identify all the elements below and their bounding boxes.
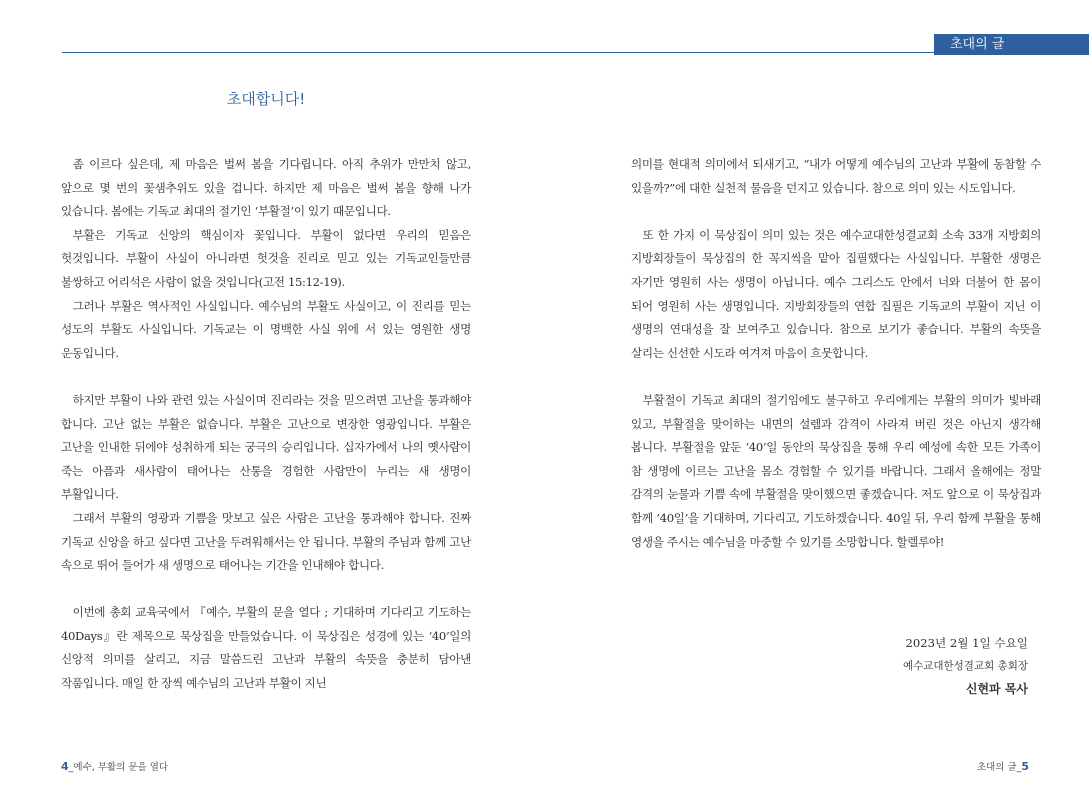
paragraph: 이번에 총회 교육국에서 『예수, 부활의 문을 열다 ; 기대하며 기다리고 기도하는 40Days』란 제목으로 묵상집을 만들었습니다. 이 묵상집은 성경에 있는 ‘40’일의 신앙적 의미를 살리고, 지금 말씀드린 고난과 부활의 속뜻을 충분히 담아낸 작품입니다. 매일 한 장씩 예수님의 고난과 부활이 지닌	[61, 605, 471, 691]
right-column	[631, 153, 1041, 554]
paragraph: 하지만 부활이 나와 관련 있는 사실이며 진리라는 것을 믿으려면 고난을 통과해야 합니다. 고난 없는 부활은 없습니다. 부활은 고난으로 변장한 영광입니다. 부활은 고난을 인내한 뒤에야 성취하게 되는 궁극의 승리입니다. 십자가에서 나의 옛사람이 죽는 아픔과 새사람이 태어나는 산통을 경험한 사람만이 누리는 새 생명이 부활입니다.	[61, 392, 471, 502]
signature-organization: 예수교대한성결교회 총회장	[902, 660, 1028, 672]
footer-left	[61, 759, 168, 773]
footer-right-text: 초대의 글_	[976, 762, 1022, 773]
section-label-tab: 초대의 글	[934, 34, 1089, 55]
left-page-number: 4	[61, 760, 69, 773]
paragraph: 그러나 부활은 역사적인 사실입니다. 예수님의 부활도 사실이고, 이 진리를 믿는 성도의 부활도 사실입니다. 기독교는 이 명백한 사실 위에 서 있는 영원한 생명 운동입니다.	[61, 298, 471, 360]
page-title: 초대합니다!	[226, 90, 306, 108]
left-column	[61, 153, 471, 696]
signature-name: 신현파 목사	[965, 682, 1028, 696]
footer-right	[977, 759, 1029, 773]
right-page-number: 5	[1021, 760, 1029, 773]
paragraph: 부활절이 기독교 최대의 절기임에도 불구하고 우리에게는 부활의 의미가 빛바래 있고, 부활절을 맞이하는 내면의 설렘과 감격이 사라져 버린 것은 아닌지 생각해 봅니다. 부활절을 앞둔 ‘40’일 동안의 묵상집을 통해 우리 예성에 속한 모든 가족이 참 생명에 이르는 고난을 몸소 경험할 수 있기를 바랍니다. 그래서 올해에는 정말 감격의 눈물과 기쁨 속에 부활절을 맞이했으면 좋겠습니다. 저도 앞으로 이 묵상집과 함께 ‘40일’을 기대하며, 기다리고, 기도하겠습니다. 40일 뒤, 우리 함께 부활을 통해 영생을 주시는 예수님을 마중할 수 있기를 소망합니다. 할렐루야!	[631, 392, 1041, 549]
signature-block	[903, 632, 1028, 701]
paragraph: 또 한 가지 이 묵상집이 의미 있는 것은 예수교대한성결교회 소속 33개 지방회의 지방회장들이 묵상집의 한 꼭지씩을 맡아 집필했다는 사실입니다. 부활한 생명은 자기만 영원히 사는 생명이 아닙니다. 예수 그리스도 안에서 너와 더불어 한 몸이 되어 영원히 사는 생명입니다. 지방회장들의 연합 집필은 기독교의 부활이 지닌 이 생명의 연대성을 잘 보여주고 있습니다. 참으로 보기가 좋습니다. 부활의 속뜻을 살리는 신선한 시도라 여겨져 마음이 흐뭇합니다.	[631, 227, 1041, 360]
signature-date: 2023년 2월 1일 수요일	[905, 636, 1028, 650]
paragraph: 의미를 현대적 의미에서 되새기고, “내가 어떻게 예수님의 고난과 부활에 동참할 수 있을까?”에 대한 실천적 물음을 던지고 있습니다. 참으로 의미 있는 시도입니다.	[631, 157, 1041, 195]
footer-left-text: _예수, 부활의 문을 열다	[68, 762, 169, 773]
paragraph: 좀 이르다 싶은데, 제 마음은 벌써 봄을 기다립니다. 아직 추위가 만만치 않고, 앞으로 몇 번의 꽃샘추위도 있을 겁니다. 하지만 제 마음은 벌써 봄을 향해 나가 있습니다. 봄에는 기독교 최대의 절기인 ‘부활절’이 있기 때문입니다.	[61, 157, 471, 219]
paragraph: 부활은 기독교 신앙의 핵심이자 꽃입니다. 부활이 없다면 우리의 믿음은 헛것입니다. 부활이 사실이 아니라면 헛것을 진리로 믿고 있는 기독교인들만큼 불쌍하고 어리석은 사람이 없을 것입니다(고전 15:12-19).	[61, 227, 471, 289]
paragraph: 그래서 부활의 영광과 기쁨을 맛보고 싶은 사람은 고난을 통과해야 합니다. 진짜 기독교 신앙을 하고 싶다면 고난을 두려워해서는 안 됩니다. 부활의 주님과 함께 고난 속으로 뛰어 들어가 새 생명으로 태어나는 기간을 인내해야 합니다.	[61, 510, 471, 573]
